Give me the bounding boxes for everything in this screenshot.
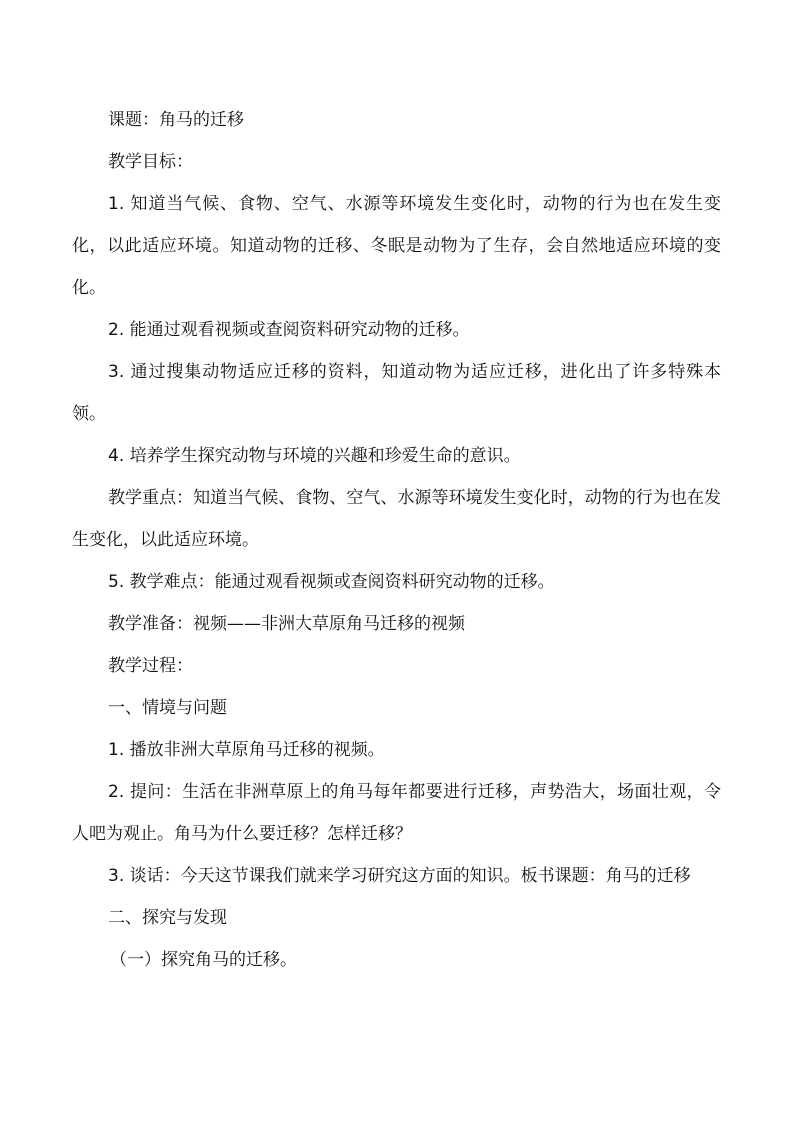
- sub-part-heading-1: （一）探究角马的迁移。: [110, 950, 297, 970]
- part-heading-2: 二、探究与发现: [108, 908, 227, 928]
- section-heading-process: 教学过程：: [108, 656, 193, 676]
- lesson-title: 课题：角马的迁移: [108, 110, 244, 130]
- objective-4: 4. 培养学生探究动物与环境的兴趣和珍爱生命的意识。: [108, 446, 521, 466]
- part-heading-1: 一、情境与问题: [108, 698, 227, 718]
- objective-2: 2. 能通过观看视频或查阅资料研究动物的迁移。: [108, 320, 470, 340]
- section-heading-objectives: 教学目标：: [108, 152, 193, 172]
- teaching-preparation: 教学准备：视频——非洲大草原角马迁移的视频: [108, 614, 465, 634]
- objective-1: 1. 知道当气候、食物、空气、水源等环境发生变化时，动物的行为也在发生变化，以此适应环境。知道动物的迁移、冬眠是动物为了生存，会自然地适应环境的变化。: [72, 194, 721, 298]
- teaching-key-point: 教学重点：知道当气候、食物、空气、水源等环境发生变化时，动物的行为也在发生变化，以此适应环境。: [72, 488, 721, 550]
- teaching-difficulty: 5. 教学难点：能通过观看视频或查阅资料研究动物的迁移。: [108, 572, 555, 592]
- document-body: [72, 99, 721, 981]
- objective-3: 3. 通过搜集动物适应迁移的资料，知道动物为适应迁移，进化出了许多特殊本领。: [72, 362, 721, 424]
- process-step-1: 1. 播放非洲大草原角马迁移的视频。: [108, 740, 385, 760]
- process-step-2: 2. 提问：生活在非洲草原上的角马每年都要进行迁移，声势浩大，场面壮观，令人吧为观止。角马为什么要迁移？怎样迁移？: [72, 782, 721, 844]
- process-step-3: 3. 谈话：今天这节课我们就来学习研究这方面的知识。板书课题：角马的迁移: [108, 866, 691, 886]
